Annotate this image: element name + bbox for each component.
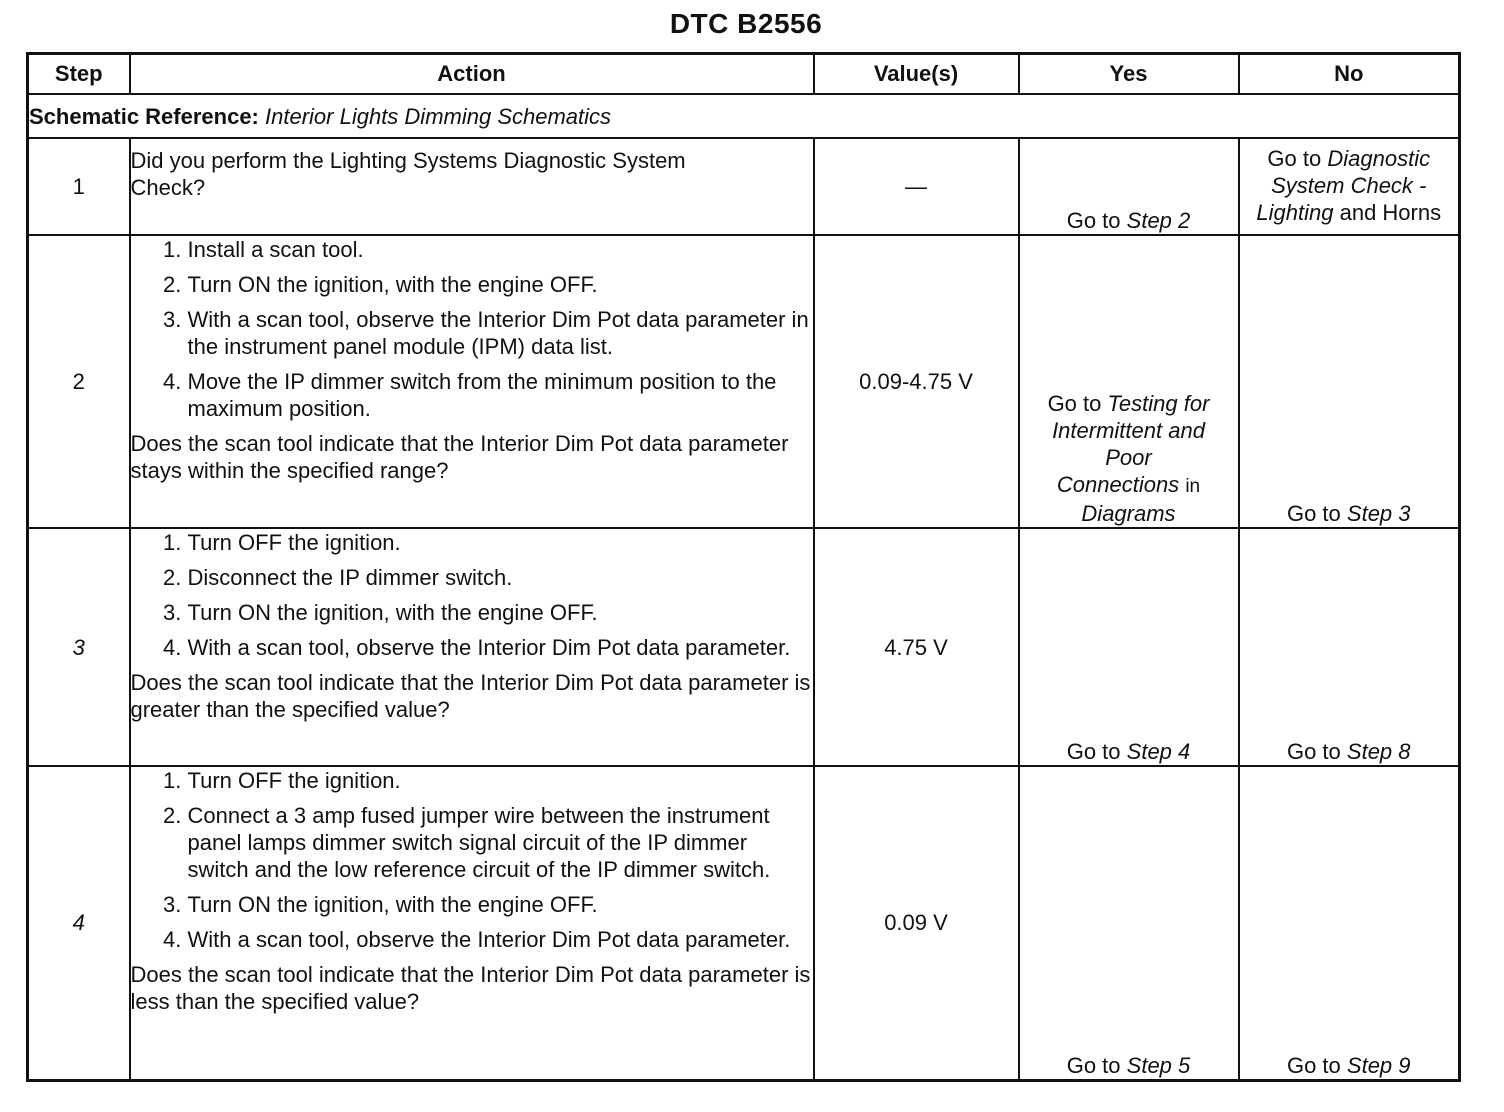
step-number: 2 (28, 235, 130, 528)
yes-cell: Go to Step 5 (1019, 766, 1239, 1080)
list-item: 4. Move the IP dimmer switch from the minimum position to the maximum position. (188, 368, 813, 422)
header-action: Action (130, 54, 814, 95)
action-cell (130, 138, 814, 235)
action-list (131, 529, 813, 661)
question-text: Did you perform the Lighting Systems Diagnostic System Check? (130, 148, 686, 200)
yes-link[interactable]: Testing for Intermittent and Poor Connections (1052, 391, 1210, 497)
no-link[interactable]: Step 8 (1346, 739, 1411, 764)
list-item: 3. Turn ON the ignition, with the engine OFF. (188, 599, 813, 626)
header-values: Value(s) (814, 54, 1019, 95)
value-cell: 0.09-4.75 V (814, 235, 1019, 528)
schematic-row (28, 94, 1460, 138)
table-row (28, 766, 1460, 1080)
list-item: 2. Disconnect the IP dimmer switch. (188, 564, 813, 591)
value-cell: 4.75 V (814, 528, 1019, 766)
header-row (28, 54, 1460, 95)
yes-link[interactable]: Step 2 (1126, 208, 1191, 233)
yes-cell: Go to Testing for Intermittent and Poor Connections in Diagrams (1019, 235, 1239, 528)
list-item: 3. Turn ON the ignition, with the engine OFF. (188, 891, 813, 918)
diagnostic-table (26, 52, 1461, 1082)
no-cell: Go to Diagnostic System Check - Lighting and Horns (1239, 138, 1460, 235)
yes-link[interactable]: Step 4 (1126, 739, 1191, 764)
no-link[interactable]: Diagnostic System Check - Lighting (1256, 146, 1431, 225)
list-item: 2. Connect a 3 amp fused jumper wire between the instrument panel lamps dimmer switch signal circuit of the IP dimmer switch and the low reference circuit of the IP dimmer switch. (188, 802, 813, 883)
no-cell: Go to Step 8 (1239, 528, 1460, 766)
table-row (28, 138, 1460, 235)
step-number: 3 (28, 528, 130, 766)
header-no: No (1239, 54, 1460, 95)
yes-link-2[interactable]: Diagrams (1081, 501, 1176, 526)
step-number: 4 (28, 766, 130, 1080)
no-cell: Go to Step 9 (1239, 766, 1460, 1080)
schematic-label: Schematic Reference: (29, 103, 259, 129)
action-list (131, 236, 813, 422)
action-cell (130, 766, 814, 1080)
value-cell: — (814, 138, 1019, 235)
question-text: Does the scan tool indicate that the Interior Dim Pot data parameter is greater than the specified value? (130, 670, 811, 722)
value-cell: 0.09 V (814, 766, 1019, 1080)
list-item: 1. Turn OFF the ignition. (188, 767, 813, 794)
yes-cell: Go to Step 4 (1019, 528, 1239, 766)
table-row (28, 235, 1460, 528)
action-list (131, 767, 813, 953)
action-cell (130, 528, 814, 766)
schematic-reference (28, 94, 1460, 138)
list-item: 4. With a scan tool, observe the Interior Dim Pot data parameter. (188, 634, 813, 661)
no-link[interactable]: Step 9 (1346, 1052, 1411, 1078)
list-item: 4. With a scan tool, observe the Interior Dim Pot data parameter. (188, 926, 813, 953)
action-cell (130, 235, 814, 528)
table-row (28, 528, 1460, 766)
yes-link[interactable]: Step 5 (1126, 1052, 1191, 1078)
page-title: DTC B2556 (669, 8, 823, 39)
question-text: Does the scan tool indicate that the Interior Dim Pot data parameter stays within the specified range? (130, 431, 789, 483)
list-item: 3. With a scan tool, observe the Interior Dim Pot data parameter in the instrument panel module (IPM) data list. (188, 306, 813, 360)
schematic-link[interactable]: Interior Lights Dimming Schematics (265, 103, 612, 129)
question-text: Does the scan tool indicate that the Interior Dim Pot data parameter is less than the specified value? (130, 962, 811, 1014)
list-item: 2. Turn ON the ignition, with the engine OFF. (188, 271, 813, 298)
no-link[interactable]: Step 3 (1346, 501, 1411, 526)
header-yes: Yes (1019, 54, 1239, 95)
header-step: Step (28, 54, 130, 95)
no-cell: Go to Step 3 (1239, 235, 1460, 528)
list-item: 1. Turn OFF the ignition. (188, 529, 813, 556)
step-number: 1 (28, 138, 130, 235)
yes-cell: Go to Step 2 (1019, 138, 1239, 235)
list-item: 1. Install a scan tool. (188, 236, 813, 263)
